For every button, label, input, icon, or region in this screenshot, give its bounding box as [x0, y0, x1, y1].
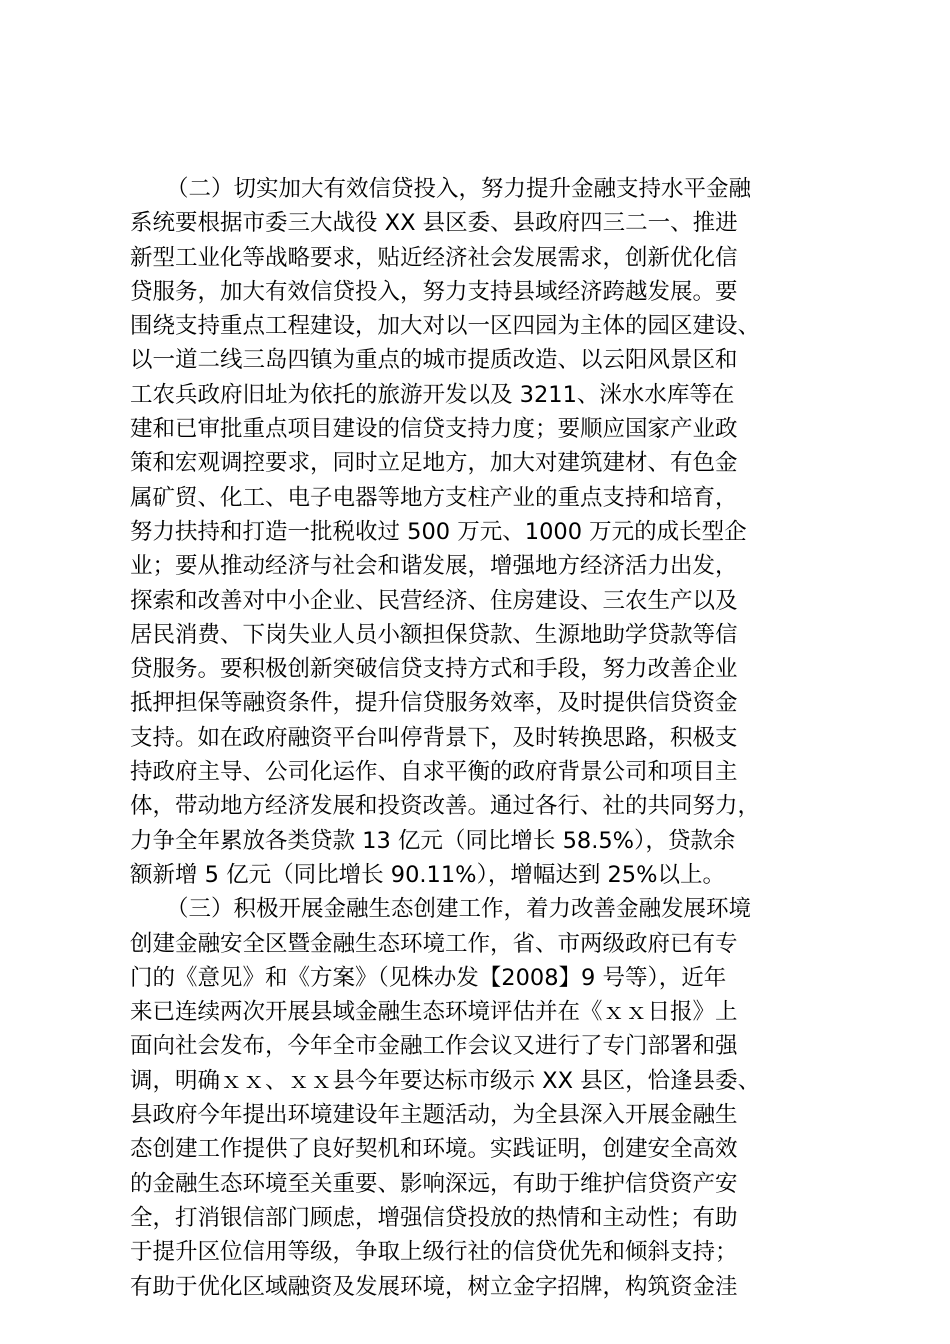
- text-line: 新型工业化等战略要求，贴近经济社会发展需求，创新优化信: [130, 244, 738, 271]
- text-line: 系统要根据市委三大战役 XX 县区委、县政府四三二一、推进: [130, 210, 738, 237]
- text-line: 持政府主导、公司化运作、自求平衡的政府背景公司和项目主: [130, 759, 738, 786]
- text-line: 抵押担保等融资条件，提升信贷服务效率，及时提供信贷资金: [130, 690, 738, 717]
- text-line: 居民消费、下岗失业人员小额担保贷款、生源地助学贷款等信: [130, 621, 738, 648]
- text-line: 探索和改善对中小企业、民营经济、住房建设、三农生产以及: [130, 587, 738, 614]
- text-line: 支持。如在政府融资平台叫停背景下，及时转换思路，积极支: [130, 724, 738, 751]
- text-line: 属矿贸、化工、电子电器等地方支柱产业的重点支持和培育，: [130, 484, 738, 511]
- text-line: 来已连续两次开展县域金融生态环境评估并在《ｘｘ日报》上: [130, 999, 738, 1026]
- text-line: 策和宏观调控要求，同时立足地方，加大对建筑建材、有色金: [130, 450, 738, 477]
- text-line: 以一道二线三岛四镇为重点的城市提质改造、以云阳风景区和: [130, 347, 738, 374]
- text-line: 工农兵政府旧址为依托的旅游开发以及 3211、洣水水库等在: [130, 381, 735, 408]
- text-line: 于提升区位信用等级，争取上级行社的信贷优先和倾斜支持；: [130, 1239, 738, 1266]
- text-line: 额新增 5 亿元（同比增长 90.11%），增幅达到 25%以上。: [130, 861, 725, 888]
- text-line: 的金融生态环境至关重要、影响深远，有助于维护信贷资产安: [130, 1170, 738, 1197]
- document-body: [130, 172, 850, 1304]
- text-line: 建和已审批重点项目建设的信贷支持力度；要顺应国家产业政: [130, 416, 738, 443]
- text-line: 体，带动地方经济发展和投资改善。通过各行、社的共同努力，: [130, 793, 761, 820]
- text-line: 贷服务。要积极创新突破信贷支持方式和手段，努力改善企业: [130, 656, 738, 683]
- text-line: 业；要从推动经济与社会和谐发展，增强地方经济活力出发，: [130, 553, 738, 580]
- text-line: 力争全年累放各类贷款 13 亿元（同比增长 58.5%），贷款余: [130, 827, 736, 854]
- text-line: 门的《意见》和《方案》（见株办发【2008】9 号等），近年: [130, 964, 727, 991]
- text-line: 调，明确ｘｘ、ｘｘ县今年要达标市级示 XX 县区，恰逢县委、: [130, 1067, 761, 1094]
- text-line: 态创建工作提供了良好契机和环境。实践证明，创建安全高效: [130, 1136, 738, 1163]
- text-line: 创建金融安全区暨金融生态环境工作，省、市两级政府已有专: [130, 930, 738, 957]
- text-line: 贷服务，加大有效信贷投入，努力支持县域经济跨越发展。要: [130, 278, 738, 305]
- text-line: 县政府今年提出环境建设年主题活动，为全县深入开展金融生: [130, 1102, 738, 1129]
- text-line: 努力扶持和打造一批税收过 500 万元、1000 万元的成长型企: [130, 518, 747, 545]
- text-line: 面向社会发布，今年全市金融工作会议又进行了专门部署和强: [130, 1033, 738, 1060]
- paragraph-2-heading-line: （二）切实加大有效信贷投入，努力提升金融支持水平金融: [166, 176, 752, 202]
- text-line: 有助于优化区域融资及发展环境，树立金字招牌，构筑资金洼: [130, 1273, 738, 1300]
- paragraph-3-heading-line: （三）积极开展金融生态创建工作，着力改善金融发展环境: [166, 896, 752, 923]
- text-line: 全，打消银信部门顾虑，增强信贷投放的热情和主动性；有助: [130, 1204, 738, 1231]
- text-line: 围绕支持重点工程建设，加大对以一区四园为主体的园区建设、: [130, 313, 761, 340]
